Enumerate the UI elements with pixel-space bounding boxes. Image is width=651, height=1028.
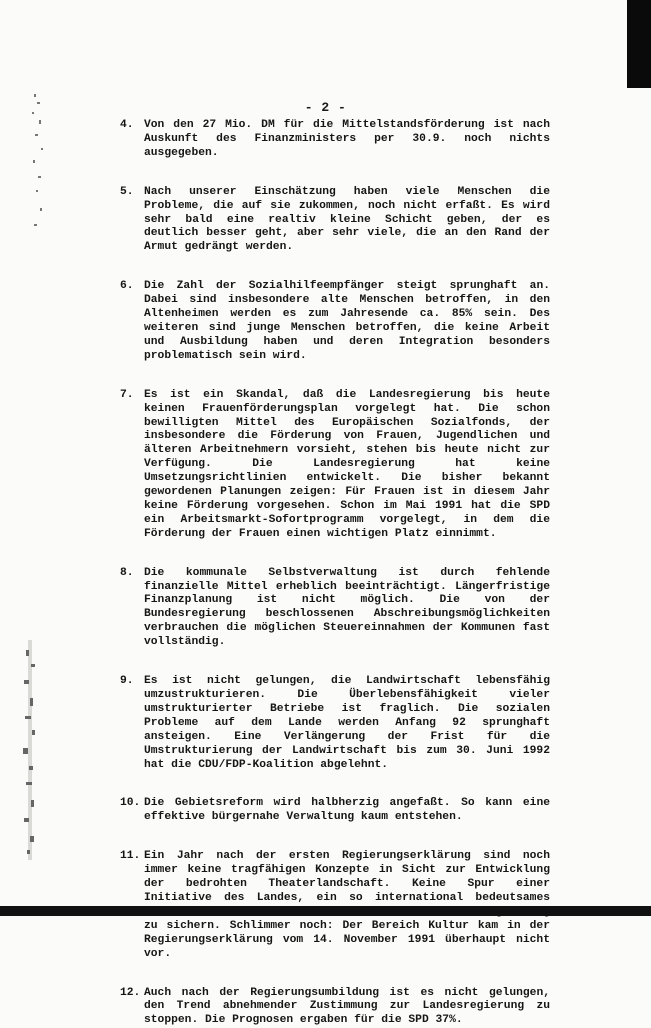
item-text: Von den 27 Mio. DM für die Mittelstandsförderung ist nach Auskunft des Finanzministers per 30.9. noch nichts ausgegeben. — [144, 119, 550, 161]
item-number: 6. — [120, 280, 134, 294]
item-number: 7. — [120, 389, 134, 403]
list-item — [120, 567, 550, 650]
item-number: 8. — [120, 567, 134, 581]
scan-speckle-bottom — [6, 640, 46, 860]
numbered-list — [120, 119, 550, 1028]
list-item — [120, 280, 550, 363]
item-text: Die Gebietsreform wird halbherzig angefaßt. So kann eine effektive bürgernahe Verwaltung kaum entstehen. — [144, 797, 550, 825]
item-text: Ein Jahr nach der ersten Regierungserklärung sind noch immer keine tragfähigen Konzepte in Sicht zur Entwicklung der bedrohten Theaterlandschaft. Keine Spur einer Initiative des Landes, ein so international bedeutsames zu sichern. Schlimmer noch: Der Bereich Kultur kam in der Regierungserklärung vom 14. November 1991 überhaupt nicht vor. — [144, 850, 550, 961]
item-number: 12. — [120, 987, 140, 1001]
item-number: 11. — [120, 850, 140, 864]
scan-edge-bar — [627, 0, 651, 88]
item-number: 10. — [120, 797, 140, 811]
item-number: 5. — [120, 186, 134, 200]
scan-bottom-edge — [0, 906, 651, 916]
item-text: Auch nach der Regierungsumbildung ist es nicht gelungen, den Trend abnehmender Zustimmung zur Landesregierung zu stoppen. Die Prognosen ergaben für die SPD 37%. — [144, 987, 550, 1028]
page-number: - 2 - — [0, 100, 651, 115]
list-item — [120, 119, 550, 161]
list-item — [120, 797, 550, 825]
item-number: 4. — [120, 119, 134, 133]
item-text: Nach unserer Einschätzung haben viele Menschen die Probleme, die auf sie zukommen, noch nicht erfaßt. Es wird sehr bald eine realtiv kleine Schicht geben, der es deutlich besser geht, aber sehr viele, die an den Rand der Armut gedrängt werden. — [144, 186, 550, 256]
list-item — [120, 186, 550, 256]
list-item — [120, 675, 550, 772]
list-item — [120, 389, 550, 542]
item-text: Die kommunale Selbstverwaltung ist durch fehlende finanzielle Mittel erheblich beeinträchtigt. Längerfristige Finanzplanung ist nicht möglich. Die von der Bundesregierung beschlossenen Abschreibungsmöglichkeiten verbrauchen die möglichen Steuereinnahmen der Kommunen fast vollständig. — [144, 567, 550, 650]
item-text: Es ist ein Skandal, daß die Landesregierung bis heute keinen Frauenförderungsplan vorgelegt hat. Die schon bewilligten Mittel des Europäischen Sozialfonds, der insbesondere die Förderung von Frauen, Jugendlichen und älteren Arbeitnehmern vorsieht, stehen bis heute nicht zur Verfügung. Die Landesregierung hat keine Umsetzungsrichtlinien entwickelt. Die bisher bekannt gewordenen Planungen zeigen: Für Frauen ist in diesem Jahr keine Förderung vorgesehen. Schon im Mai 1991 hat die SPD ein Arbeitsmarkt-Sofortprogramm vorgelegt, in dem die Förderung der Frauen einen wichtigen Platz einnimmt. — [144, 389, 550, 542]
item-text: Die Zahl der Sozialhilfeempfänger steigt sprunghaft an. Dabei sind insbesondere alte Menschen betroffen, in den Altenheimen werden es zum Jahresende ca. 85% sein. Des weiteren sind junge Menschen betroffen, die keine Arbeit und Ausbildung haben und deren Integration besonders problematisch sein wird. — [144, 280, 550, 363]
list-item — [120, 987, 550, 1028]
item-text: Es ist nicht gelungen, die Landwirtschaft lebensfähig umzustrukturieren. Die Überlebensfähigkeit vieler umstrukturierter Betriebe ist fraglich. Die sozialen Probleme auf dem Lande werden Anfang 92 sprunghaft ansteigen. Eine Verlängerung der Frist für die Umstrukturierung der Landwirtschaft bis zum 30. Juni 1992 hat die CDU/FDP-Koalition abgelehnt. — [144, 675, 550, 772]
item-number: 9. — [120, 675, 134, 689]
